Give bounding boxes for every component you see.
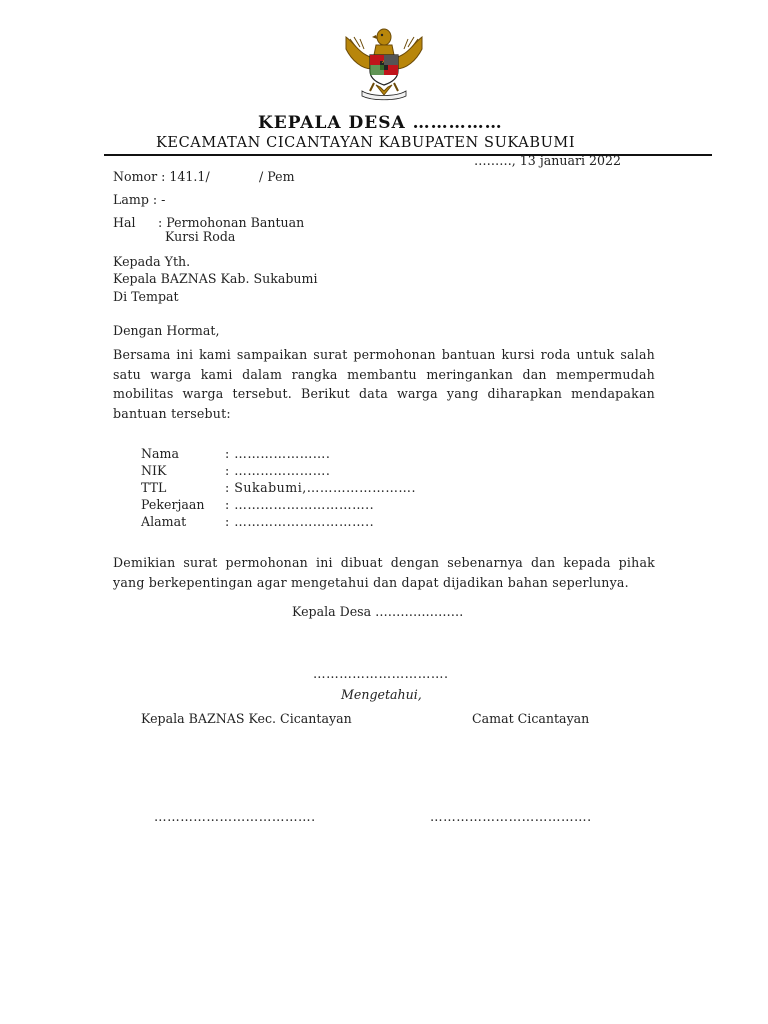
recipient-line-2: Kepala BAZNAS Kab. Sukabumi xyxy=(113,271,318,286)
field-label-alamat: Alamat xyxy=(141,514,187,529)
kepala-desa-signature-line: …………………………. xyxy=(313,666,449,681)
recipient-line-1: Kepada Yth. xyxy=(113,254,191,269)
letterhead-subtitle: KECAMATAN CICANTAYAN KABUPATEN SUKABUMI xyxy=(156,135,576,151)
recipient-line-3: Di Tempat xyxy=(113,289,179,304)
date-line: ………, 13 januari 2022 xyxy=(474,153,622,168)
baznas-signature-line: ………………………………. xyxy=(154,809,316,824)
camat-signature-line: ………………………………. xyxy=(430,809,592,824)
garuda-pancasila-emblem xyxy=(336,25,432,103)
body-paragraph: Bersama ini kami sampaikan surat permohonan bantuan kursi roda untuk salah satu warga kami dalam rangka membantu meringankan dan mempermudah mobilitas warga tersebut. Berikut data warga yang diharapkan mendapakan bantuan tersebut: xyxy=(113,347,655,421)
field-value-nik: : …………………. xyxy=(225,463,331,478)
nomor-suffix: / Pem xyxy=(259,169,295,184)
field-label-ttl: TTL xyxy=(141,480,167,495)
closing-paragraph: Demikian surat permohonan ini dibuat dengan sebenarnya dan kepada pihak yang berkepentingan agar mengetahui dan dapat dijadikan bahan seperlunya. xyxy=(113,555,655,590)
field-value-nama: : …………………. xyxy=(225,446,331,461)
lamp-line: Lamp : - xyxy=(113,192,166,207)
mengetahui-label: Mengetahui, xyxy=(341,687,422,702)
field-value-pekerjaan: : ………………………….. xyxy=(225,497,375,512)
greeting: Dengan Hormat, xyxy=(113,323,220,338)
field-label-pekerjaan: Pekerjaan xyxy=(141,497,205,512)
letterhead-title: KEPALA DESA …………… xyxy=(258,113,503,133)
camat-label: Camat Cicantayan xyxy=(472,711,590,726)
field-label-nama: Nama xyxy=(141,446,179,461)
hal-line-2: Kursi Roda xyxy=(165,229,236,244)
hal-line-1: : Permohonan Bantuan xyxy=(158,215,305,230)
field-value-ttl: : Sukabumi,……………………. xyxy=(225,480,417,495)
baznas-label: Kepala BAZNAS Kec. Cicantayan xyxy=(141,711,352,726)
field-value-alamat: : ………………………….. xyxy=(225,514,375,529)
nomor-label: Nomor : 141.1/ xyxy=(113,169,210,184)
kepala-desa-label: Kepala Desa ………………… xyxy=(292,604,464,619)
hal-label: Hal xyxy=(113,215,136,230)
field-label-nik: NIK xyxy=(141,463,167,478)
